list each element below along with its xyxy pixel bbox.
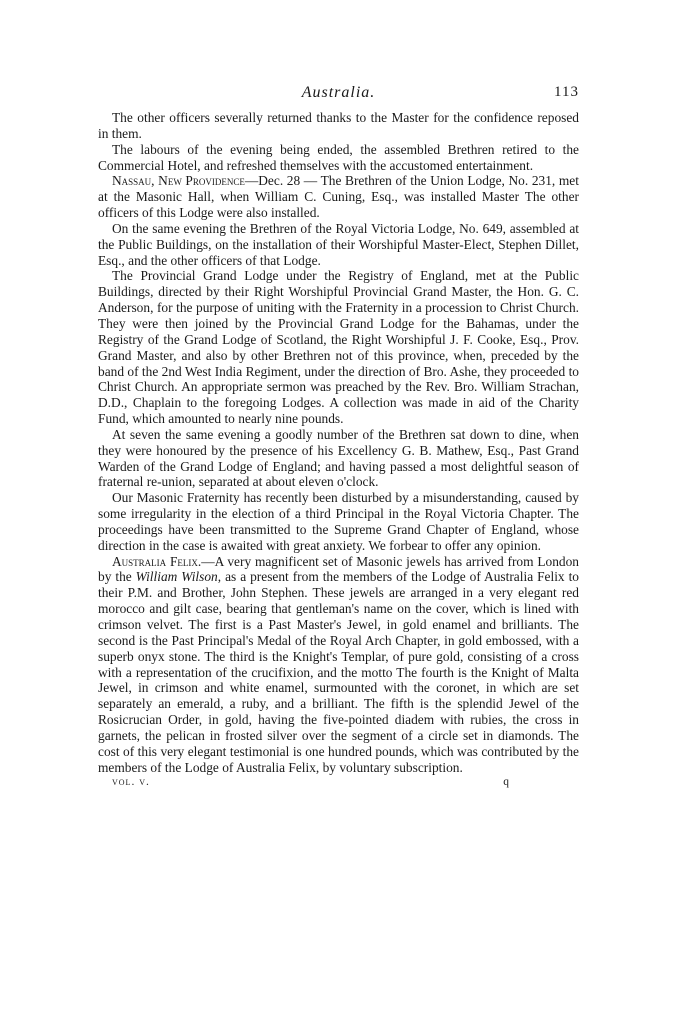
paragraph: [98, 142, 579, 174]
paragraph: [98, 554, 579, 776]
paragraph-text: At seven the same evening a goodly number of the Brethren sat down to dine, when they were honoured by the presence of his Excellency G. B. Mathew, Esq., Past Grand Warden of the Grand Lodge of England; and having passed a most delightful season of fraternal re-union, separated at about eleven o'clock.: [98, 426, 579, 490]
paragraph-text: —A very magnificent set of Masonic jewels has arrived from London by the: [98, 553, 579, 585]
book-page: [98, 84, 579, 794]
running-title: Australia.: [301, 84, 376, 101]
paragraph-text: The other officers severally returned thanks to the Master for the confidence reposed in them.: [98, 110, 579, 141]
paragraph: [98, 427, 579, 490]
paragraph-text-continued: , as a present from the members of the Lodge of Australia Felix to their P.M. and Brother, John Stephen. These jewels are arranged in a very elegant red morocco and gilt case, bearing that gentleman's name on the cover, which is lined with crimson velvet. The first is a Past Master's Jewel, in gold enamel and brilliants. The second is the Past Principal's Medal of the Royal Arch Chapter, in gold embossed, with a superb onyx stone. The third is the Knight's Templar, of pure gold, consisting of a cross with a representation of the crucifixion, and the motto The fourth is the Knight of Malta Jewel, in crimson and white enamel, surmounted with the coronet, in which are set separately an emerald, a ruby, and a brilliant. The fifth is the splendid Jewel of the Rosicrucian Order, in gold, having the five-pointed diadem with rubies, the cross in garnets, the pelican in frosted silver over the segment of a circle set in diamonds. The cost of this very elegant testimonial is one hundred pounds, which was contributed by the members of the Lodge of Australia Felix, by voluntary subscription.: [98, 569, 579, 775]
paragraph-text: On the same evening the Brethren of the Royal Victoria Lodge, No. 649, assembled at the Public Buildings, on the installation of their Worshipful Master-Elect, Stephen Dillet, Esq., and the other officers of that Lodge.: [98, 220, 579, 268]
paragraph-text: The Provincial Grand Lodge under the Registry of England, met at the Public Buildings, directed by their Right Worshipful Provincial Grand Master, the Hon. G. C. Anderson, for the purpose of uniting with the Fraternity in a procession to Christ Church. They were then joined by the Provincial Grand Lodge for the Bahamas, under the Registry of the Grand Lodge of Scotland, the Right Worshipful J. F. Cooke, Esq., Prov. Grand Master, and also by other Brethren not of this province, when, preceded by the band of the 2nd West India Regiment, under the direction of Bro. Ashe, they proceeded to Christ Church. An appropriate sermon was preached by the Rev. Bro. William Strachan, D.D., Chaplain to the foregoing Lodges. A collection was made in aid of the Charity Fund, which amounted to nearly nine pounds.: [98, 268, 579, 427]
section-lead: Nassau, New Providence: [112, 173, 245, 189]
paragraph: [98, 221, 579, 269]
paragraph: [98, 268, 579, 426]
ship-name: William Wilson: [135, 569, 218, 585]
section-lead: Australia Felix.: [112, 553, 202, 569]
paragraph-text: —Dec. 28 — The Brethren of the Union Lodge, No. 231, met at the Masonic Hall, when William C. Cuning, Esq., was installed Master The other officers of this Lodge were also installed.: [98, 173, 579, 221]
body-text: [98, 110, 579, 775]
page-number: 113: [554, 84, 579, 100]
signature-mark: q: [503, 776, 509, 789]
paragraph-text: The labours of the evening being ended, the assembled Brethren retired to the Commercial Hotel, and refreshed themselves with the accustomed entertainment.: [98, 141, 579, 173]
volume-mark: vol. v.: [112, 776, 150, 789]
paragraph-text: Our Masonic Fraternity has recently been disturbed by a misunderstanding, caused by some irregularity in the election of a third Principal in the Royal Victoria Chapter. The proceedings have been transmitted to the Supreme Grand Chapter of England, whose direction in the case is awaited with great anxiety. We forbear to offer any opinion.: [98, 490, 579, 553]
page-footer: [98, 776, 579, 794]
paragraph: [98, 173, 579, 221]
paragraph: [98, 490, 579, 553]
page-header: [98, 84, 579, 110]
paragraph: [98, 110, 579, 142]
